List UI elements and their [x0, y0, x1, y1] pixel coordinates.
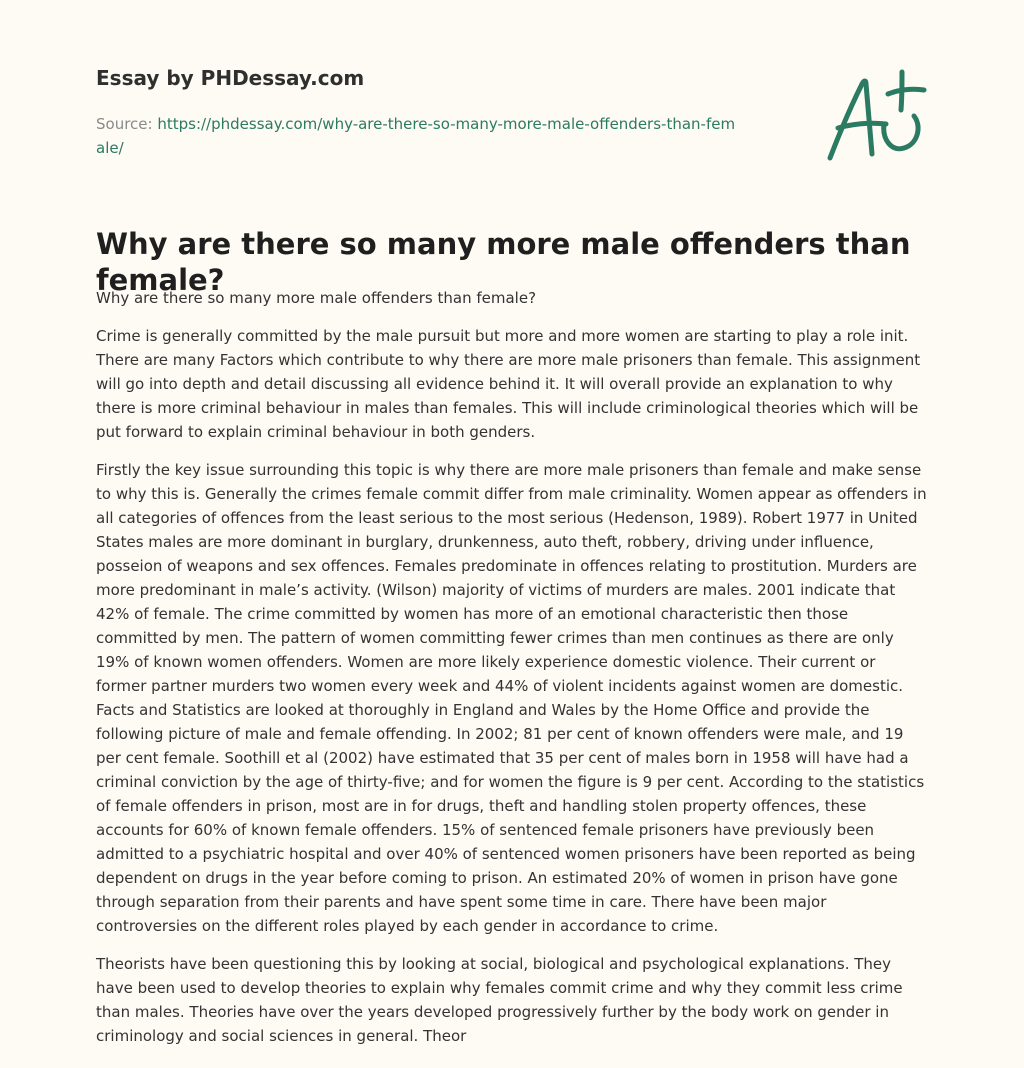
logo-strokes — [830, 72, 924, 158]
article-title: Why are there so many more male offenders than female? — [96, 227, 911, 297]
article-paragraph: Crime is generally committed by the male pursuit but more and more women are starting to play a role init. There are many Factors which contribute to why there are more male prisoners than female. This assignment will go into depth and detail discussing all evidence behind it. It will overall provide an explanation to why there is more criminal behaviour in males than females. This will include criminological theories which will be put forward to explain criminal behaviour in both genders. — [96, 327, 921, 441]
article-paragraph: Why are there so many more male offenders than female? — [96, 289, 537, 307]
logo-swoop — [884, 116, 918, 149]
logo-a-left-stroke — [830, 81, 866, 158]
article-paragraph: Theorists have been questioning this by looking at social, biological and psychological explanations. They have been used to develop theories to explain why females commit crime and why they commit less crime than males. Theories have over the years developed progressively further by the body work on gender in criminology and social sciences in general. Theor — [96, 955, 903, 1045]
logo-plus-horizontal — [888, 89, 924, 94]
logo-a-crossbar — [838, 123, 886, 128]
article-body — [96, 286, 930, 1062]
source-link[interactable]: https://phdessay.com/why-are-there-so-many-more-male-offenders-than-female/ — [96, 115, 736, 157]
source-label: Source: — [96, 115, 158, 133]
article-paragraph: Firstly the key issue surrounding this topic is why there are more male prisoners than female and make sense to why this is. Generally the crimes female commit differ from male criminality. Women appear as offenders in all categories of offences from the least serious to the most serious (Hedenson, 1989). Robert 1977 in United States males are more dominant in burglary, drunkenness, auto theft, robbery, driving under influence, posseion of weapons and sex offences. Females predominate in offences relating to prostitution. Murders are more predominant in male’s activity. (Wilson) majority of victims of murders are males. 2001 indicate that 42% of female. The crime committed by women has more of an emotional characteristic then those committed by men. The pattern of women committing fewer crimes than men continues as there are only 19% of known women offenders. Women are more likely experience domestic violence. Their current or former partner murders two women every week and 44% of violent incidents against women are domestic. Facts and Statistics are looked at thoroughly in England and Wales by the Home Office and provide the following picture of male and female offending. In 2002; 81 per cent of known offenders were male, and 19 per cent female. Soothill et al (2002) have estimated that 35 per cent of males born in 1958 will have had a criminal conviction by the age of thirty-five; and for women the figure is 9 per cent. According to the statistics of female offenders in prison, most are in for drugs, theft and handling stolen property offences, these accounts for 60% of known female offenders. 15% of sentenced female prisoners have previously been admitted to a psychiatric hospital and over 40% of sentenced women prisoners have been reported as being dependent on drugs in the year before coming to prison. An estimated 20% of women in prison have gone through separation from their parents and have spent some time in care. There have been major controversies on the different roles played by each gender in accordance to crime. — [96, 461, 927, 935]
logo-a-right-stroke — [866, 84, 872, 154]
a-plus-logo-icon — [826, 68, 930, 164]
site-brand: Essay by PHDessay.com — [96, 66, 365, 90]
source-line — [96, 112, 736, 160]
